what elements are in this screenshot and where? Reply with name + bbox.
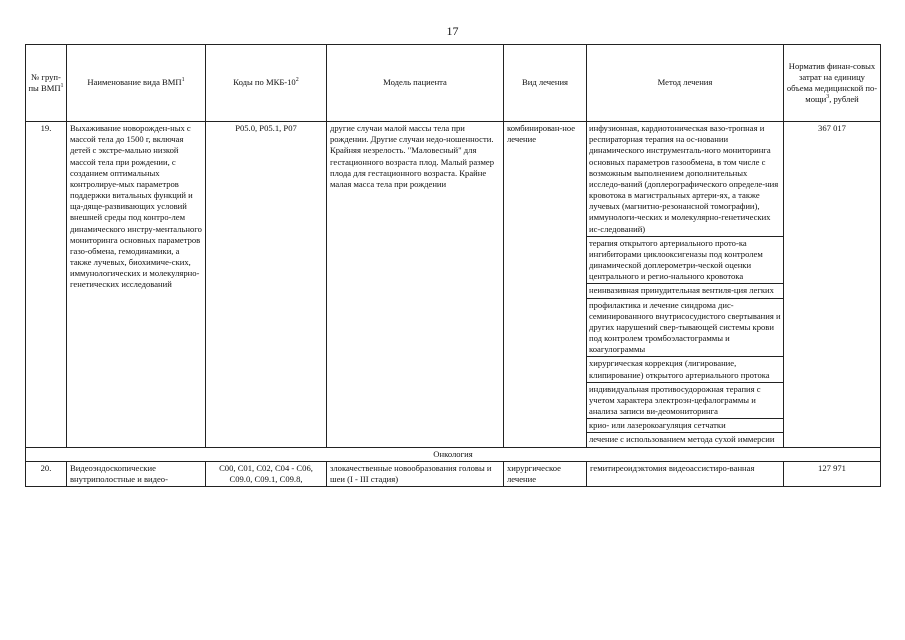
row-methods xyxy=(587,122,784,448)
row-name: Видеоэндоскопические внутриполостные и видео- xyxy=(67,461,206,486)
header-type: Вид лечения xyxy=(504,45,587,122)
header-norm: Норматив финан-совых затрат на единицу объема медицинской по-мощи$^3$, рублей xyxy=(784,45,881,122)
page-number: 17 xyxy=(446,24,459,38)
row-name: Выхаживание новорожден-ных с массой тела до 1500 г, включая детей с экстре-мально низкой массой тела при рождении, с созданием оптимальных контролируе-мых параметров поддержки витальных функций и ща-дяще-развивающих условий внешней среды под контро-лем динамического инстру-ментального мониторинга основных параметров газо-обмена, гемодинамики, а также лучевых, биохимиче-ских, иммунологических и молекулярно-генетических исследований xyxy=(67,122,206,448)
method-item: крио- или лазерокоагуляция сетчатки xyxy=(587,419,783,433)
row-model: другие случаи малой массы тела при рождении. Другие случаи недо-ношенности. Крайняя незрелость. "Маловесный" для гестационного возраста плод. Малый размер плода для гестационного возраста. Крайне малая масса тела при рождении xyxy=(327,122,504,448)
header-model: Модель пациента xyxy=(327,45,504,122)
header-codes: Коды по МКБ-$10^2$ xyxy=(206,45,327,122)
row-norm: 367 017 xyxy=(784,122,881,448)
row-model: злокачественные новообразования головы и шеи (I - III стадия) xyxy=(327,461,504,486)
row-type: комбинирован-ное лечение xyxy=(504,122,587,448)
row-group: 19. xyxy=(26,122,67,448)
method-item: хирургическая коррекция (лигирование, клипирование) открытого артериального протока xyxy=(587,357,783,382)
row-codes: C00, C01, C02, C04 - C06, C09.0, C09.1, C09.8, xyxy=(206,461,327,486)
header-name: Наименование вида ВМП$^1$ xyxy=(67,45,206,122)
method-item: неинвазивная принудительная вентиля-ция легких xyxy=(587,284,783,298)
method-item: индивидуальная противосудорожная терапия с учетом характера электроэн-цефалограммы и анализа записи ви-деомониторинга xyxy=(587,382,783,419)
row-group: 20. xyxy=(26,461,67,486)
row-type: хирургическое лечение xyxy=(504,461,587,486)
method-item: терапия открытого артериального прото-ка ингибиторами циклооксигеназы под контролем динамической доплерометри-ческой оценки центрального и регио-нального кровотока xyxy=(587,236,783,284)
table-row xyxy=(26,461,881,486)
row-norm: 127 971 xyxy=(784,461,881,486)
method-item: профилактика и лечение синдрома дис-семинированного внутрисосудистого свертывания и других нарушений свер-тывающей системы крови под контролем тромбоэластограммы и коагулограммы xyxy=(587,298,783,357)
vmp-table xyxy=(25,44,881,487)
table-row xyxy=(26,122,881,448)
header-method: Метод лечения xyxy=(587,45,784,122)
section-title: Онкология xyxy=(26,447,881,461)
row-codes: P05.0, P05.1, P07 xyxy=(206,122,327,448)
table-header-row xyxy=(26,45,881,122)
header-group: № груп-пы ВМП$^1$ xyxy=(26,45,67,122)
section-row xyxy=(26,447,881,461)
method-item: инфузионная, кардиотоническая вазо-тропная и респираторная терапия на ос-новании динамического инструменталь-ного мониторинга основных параметров газообмена, в том числе с возможным выполнением дополнительных исследо-ваний (доплерографического определе-ния кровотока в магистральных артери-ях, а также лучевых (магнитно-резонансной томографии), иммунологи-ческих и молекулярно-генетических ис-следований) xyxy=(587,122,783,236)
method-item: лечение с использованием метода сухой иммерсии xyxy=(589,434,775,445)
row-method: гемитиреоидэктомия видеоассистиро-ванная xyxy=(587,461,784,486)
methods-list xyxy=(587,122,783,447)
